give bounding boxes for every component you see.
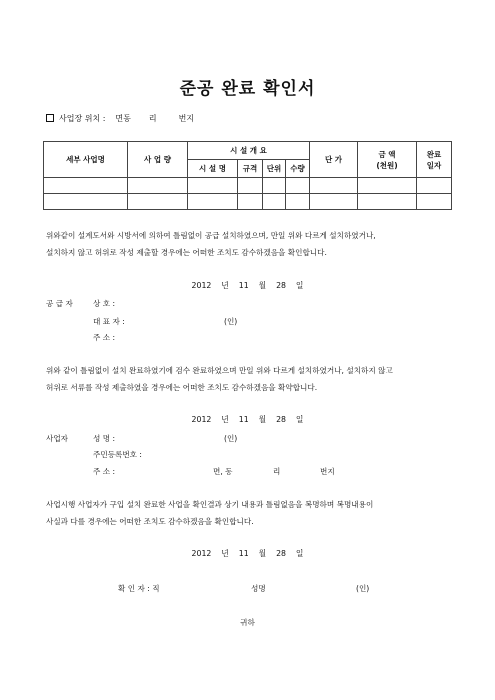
site-location-ri: 리 bbox=[148, 114, 157, 123]
paragraph-line: 허위로 서류를 작성 제출하였을 경우에는 어떠한 조치도 감수하겠음을 확약합니다. bbox=[46, 383, 318, 392]
site-location-beonji: 번지 bbox=[178, 114, 195, 123]
col-sum bbox=[358, 142, 417, 178]
date-month: 11 bbox=[238, 415, 249, 424]
paragraph-supplier-pledge bbox=[46, 227, 376, 261]
date-year-unit: 년 bbox=[221, 281, 229, 290]
facility-table bbox=[43, 141, 452, 210]
supplier-representative-field: 대 표 자 : bbox=[93, 317, 125, 326]
date-year: 2012 bbox=[191, 281, 212, 290]
date-day-unit: 일 bbox=[295, 415, 304, 424]
col-completion-date bbox=[417, 142, 452, 178]
document-title: 준공 완료 확인서 bbox=[179, 79, 316, 99]
paragraph-line: 위와 같이 틀림없이 설치 완료하였기에 검수 완료하였으며 만일 위와 다르게 설치하였거나, 설치하지 않고 bbox=[46, 366, 393, 375]
table-row bbox=[44, 178, 452, 194]
operator-address-ri: 리 bbox=[273, 467, 281, 476]
date-month-unit: 월 bbox=[258, 415, 267, 424]
operator-address-myeon: 면, 동 bbox=[213, 467, 233, 476]
col-completion-line1: 완료 bbox=[426, 149, 442, 159]
date-year-unit: 년 bbox=[221, 549, 229, 558]
date-month-unit: 월 bbox=[258, 549, 267, 558]
supplier-seal: (인) bbox=[224, 317, 238, 326]
paragraph-line: 설치하지 않고 허위로 작성 제출할 경우에는 어떠한 조치도 감수하겠음을 확인합니다. bbox=[46, 248, 327, 257]
paragraph-line: 사업시행 사업자가 구입 설치 완료한 사업을 확인결과 상기 내용과 틀림없음을 복명하며 복명내용이 bbox=[46, 500, 374, 509]
date-line-1 bbox=[0, 280, 495, 291]
col-quantity: 수량 bbox=[286, 160, 310, 178]
date-day-unit: 일 bbox=[295, 549, 304, 558]
date-line-3 bbox=[0, 548, 495, 559]
col-sum-line2: (천원) bbox=[376, 160, 398, 170]
date-month: 11 bbox=[238, 281, 249, 290]
site-location-line bbox=[46, 113, 194, 124]
col-detail-project: 세부 사업명 bbox=[44, 142, 128, 178]
col-spec: 규격 bbox=[238, 160, 263, 178]
date-line-2 bbox=[0, 414, 495, 425]
col-facility-overview: 시 설 개 요 bbox=[188, 142, 310, 160]
date-day: 28 bbox=[276, 549, 286, 558]
col-completion-line2: 일자 bbox=[426, 160, 442, 170]
col-project-amount: 사 업 량 bbox=[128, 142, 188, 178]
confirmer-name-field: 성명 bbox=[251, 584, 266, 593]
checkbox-icon[interactable] bbox=[46, 114, 54, 122]
operator-seal: (인) bbox=[224, 434, 238, 443]
operator-resident-number-field: 주민등록번호 : bbox=[93, 450, 142, 459]
operator-address-beonji: 번지 bbox=[320, 467, 335, 476]
col-unit-price: 단 가 bbox=[310, 142, 358, 178]
date-year-unit: 년 bbox=[221, 415, 229, 424]
date-year: 2012 bbox=[191, 415, 212, 424]
date-day: 28 bbox=[276, 281, 286, 290]
site-location-label: 사업장 위치 : bbox=[59, 114, 106, 123]
date-day: 28 bbox=[276, 415, 286, 424]
table-row bbox=[44, 194, 452, 210]
operator-name-field: 성 명 : bbox=[93, 434, 116, 443]
operator-address-field: 주 소 : bbox=[93, 467, 116, 476]
confirmer-position-field: 확 인 자 : 직 bbox=[118, 584, 160, 593]
closing-honorific: 귀하 bbox=[240, 618, 255, 627]
supplier-company-field: 상 호 : bbox=[93, 299, 116, 308]
supplier-label: 공 급 자 bbox=[46, 299, 73, 308]
paragraph-inspection-pledge bbox=[46, 362, 393, 396]
supplier-address-field: 주 소 : bbox=[93, 333, 116, 342]
date-month: 11 bbox=[238, 549, 249, 558]
paragraph-line: 사실과 다를 경우에는 어떠한 조치도 감수하겠음을 확인합니다. bbox=[46, 517, 254, 526]
date-year: 2012 bbox=[191, 549, 212, 558]
date-day-unit: 일 bbox=[295, 281, 304, 290]
operator-label: 사업자 bbox=[46, 434, 69, 443]
col-facility-name: 시 설 명 bbox=[188, 160, 238, 178]
col-sum-line1: 금 액 bbox=[378, 149, 396, 159]
paragraph-confirmation bbox=[46, 496, 373, 530]
confirmer-seal: (인) bbox=[356, 584, 370, 593]
site-location-myeon: 면동 bbox=[115, 114, 131, 123]
date-month-unit: 월 bbox=[258, 281, 267, 290]
col-unit: 단위 bbox=[263, 160, 286, 178]
paragraph-line: 위와같이 설계도서와 시방서에 의하여 틀림없이 공급 설치하였으며, 만일 위와 다르게 설치하였거나, bbox=[46, 231, 376, 240]
